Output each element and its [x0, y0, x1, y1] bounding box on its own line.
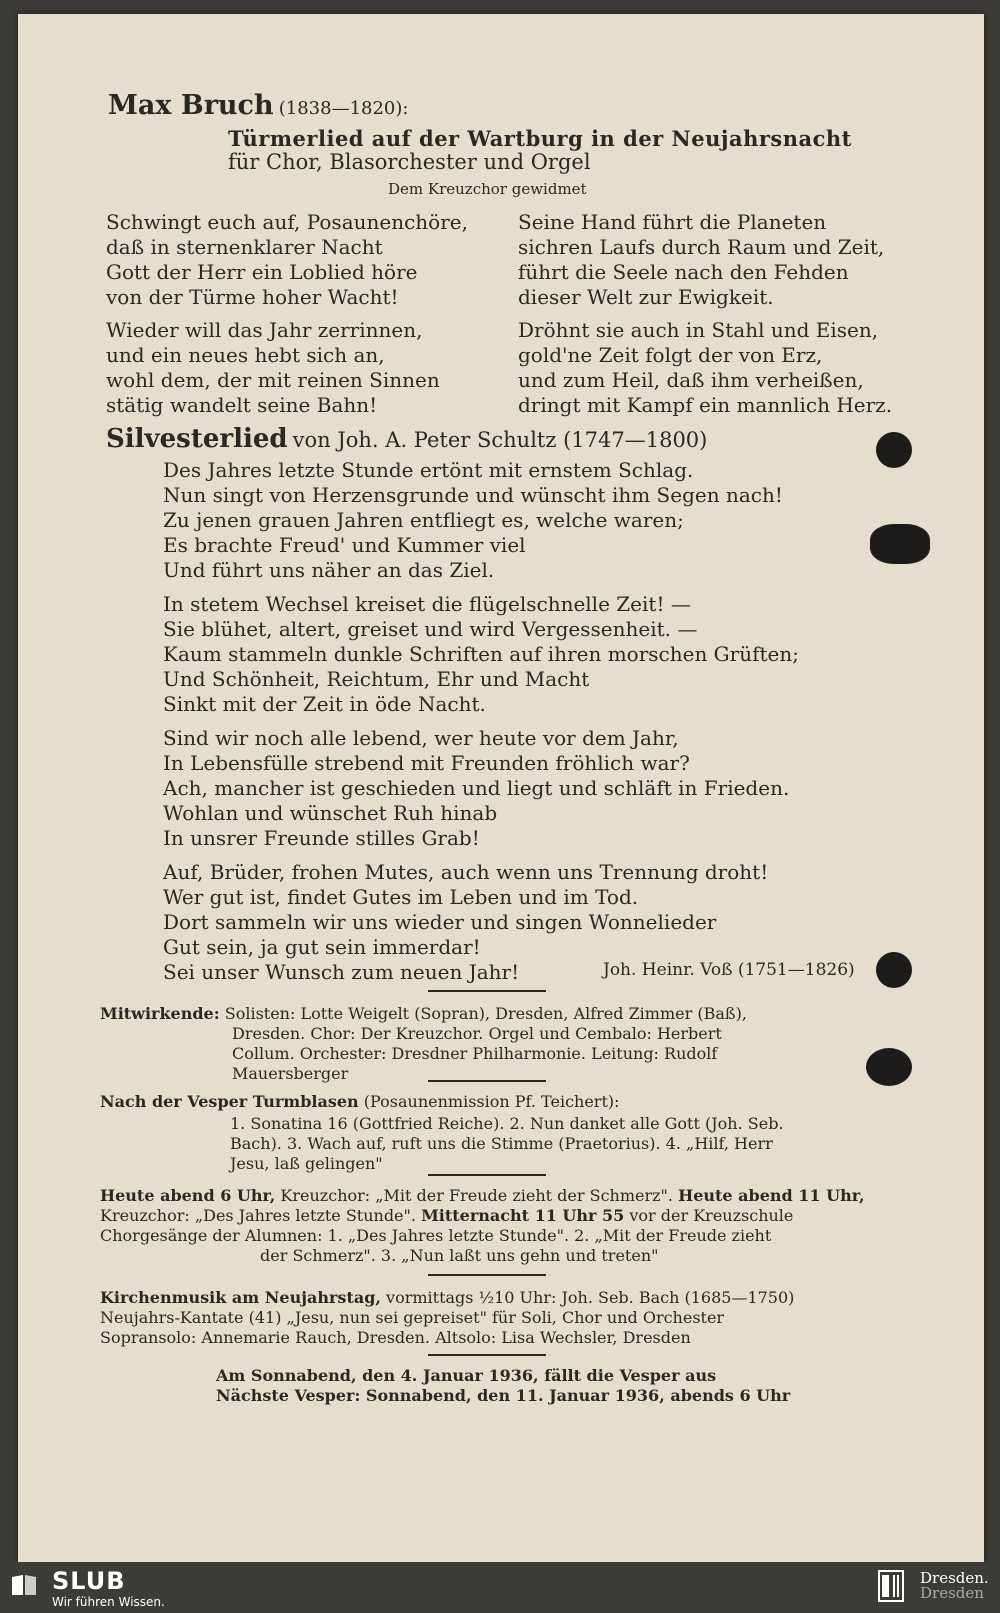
section-line: vormittags ½10 Uhr: Joh. Seb. Bach (1685—1750)	[386, 1288, 795, 1307]
footer-bar	[0, 1562, 1000, 1613]
verse-line: Wer gut ist, findet Gutes im Leben und im Tod.	[163, 885, 639, 909]
program-sheet	[18, 14, 984, 1562]
slub-logo[interactable]: SLUB	[52, 1567, 126, 1595]
section-line: Kreuzchor: „Des Jahres letzte Stunde".	[100, 1206, 416, 1225]
silvester-stanza	[163, 458, 783, 583]
verse-line: Dort sammeln wir uns wieder und singen Wonnelieder	[163, 910, 717, 934]
punch-hole	[876, 952, 912, 988]
verse-line: stätig wandelt seine Bahn!	[106, 393, 378, 417]
verse-line: In stetem Wechsel kreiset die flügelschnelle Zeit! —	[163, 592, 691, 616]
silvester-composer: von Joh. A. Peter Schultz (1747—1800)	[292, 428, 708, 452]
verse-line: Sinkt mit der Zeit in öde Nacht.	[163, 692, 486, 716]
dresden-logo[interactable]	[920, 1571, 989, 1601]
silvester-stanza	[163, 726, 789, 851]
bruch-stanza	[518, 210, 884, 310]
verse-line: Wohlan und wünschet Ruh hinab	[163, 801, 498, 825]
verse-line: Es brachte Freud' und Kummer viel	[163, 533, 526, 557]
section-line: Sopransolo: Annemarie Rauch, Dresden. Altsolo: Lisa Wechsler, Dresden	[100, 1328, 691, 1347]
mitwirkende-section	[100, 1004, 747, 1084]
divider	[428, 1080, 546, 1082]
verse-line: führt die Seele nach den Fehden	[518, 260, 849, 284]
city-name-reflection: Dresden	[920, 1584, 984, 1602]
verse-line: Des Jahres letzte Stunde ertönt mit ernstem Schlag.	[163, 458, 694, 482]
silvester-title: Silvesterlied	[106, 424, 288, 454]
text-author: Joh. Heinr. Voß (1751—1826)	[603, 960, 855, 980]
section-line: Chorgesänge der Alumnen: 1. „Des Jahres letzte Stunde". 2. „Mit der Freude zieht	[100, 1226, 772, 1245]
section-line: Bach). 3. Wach auf, ruft uns die Stimme (Praetorius). 4. „Hilf, Herr	[230, 1134, 773, 1153]
divider	[428, 1174, 546, 1176]
verse-line: Sei unser Wunsch zum neuen Jahr!	[163, 960, 520, 984]
section-line: Mauersberger	[232, 1064, 349, 1083]
section-line: (Posaunenmission Pf. Teichert):	[363, 1092, 620, 1111]
verse-line: wohl dem, der mit reinen Sinnen	[106, 368, 440, 392]
divider	[428, 1274, 546, 1276]
verse-line: gold'ne Zeit folgt der von Erz,	[518, 343, 823, 367]
verse-line: von der Türme hoher Wacht!	[106, 285, 399, 309]
verse-line: Wieder will das Jahr zerrinnen,	[106, 318, 423, 342]
book-icon	[10, 1573, 38, 1597]
section-line: Jesu, laß gelingen"	[230, 1154, 383, 1173]
verse-line: In Lebensfülle strebend mit Freunden fröhlich war?	[163, 751, 690, 775]
event-time: Heute abend 11 Uhr,	[678, 1186, 865, 1205]
section-line: der Schmerz". 3. „Nun laßt uns gehn und treten"	[260, 1246, 659, 1265]
turmblasen-section	[100, 1092, 784, 1174]
verse-line: Gut sein, ja gut sein immerdar!	[163, 935, 481, 959]
notice-line: Am Sonnabend, den 4. Januar 1936, fällt die Vesper aus	[216, 1366, 717, 1385]
verse-line: Auf, Brüder, frohen Mutes, auch wenn uns Trennung droht!	[163, 860, 769, 884]
verse-line: Sie blühet, altert, greiset und wird Vergessenheit. —	[163, 617, 698, 641]
punch-hole	[876, 432, 912, 468]
verse-line: und ein neues hebt sich an,	[106, 343, 385, 367]
verse-line: sichren Laufs durch Raum und Zeit,	[518, 235, 885, 259]
verse-line: dringt mit Kampf ein mannlich Herz.	[518, 393, 893, 417]
verse-line: Zu jenen grauen Jahren entfliegt es, welche waren;	[163, 508, 684, 532]
verse-line: Und führt uns näher an das Ziel.	[163, 558, 495, 582]
verse-line: Sind wir noch alle lebend, wer heute vor dem Jahr,	[163, 726, 679, 750]
bruch-stanza	[518, 318, 892, 418]
section-line: 1. Sonatina 16 (Gottfried Reiche). 2. Nun danket alle Gott (Joh. Seb.	[230, 1114, 784, 1133]
event-time: Heute abend 6 Uhr,	[100, 1186, 276, 1205]
section-line: vor der Kreuzschule	[629, 1206, 794, 1225]
kirchenmusik-section	[100, 1288, 794, 1348]
section-line: Dresden. Chor: Der Kreuzchor. Orgel und Cembalo: Herbert	[232, 1024, 722, 1043]
work-title: Türmerlied auf der Wartburg in der Neujahrsnacht	[228, 126, 852, 151]
verse-line: und zum Heil, daß ihm verheißen,	[518, 368, 864, 392]
divider	[428, 990, 546, 992]
verse-line: dieser Welt zur Ewigkeit.	[518, 285, 774, 309]
notice-line: Nächste Vesper: Sonnabend, den 11. Januar 1936, abends 6 Uhr	[216, 1386, 791, 1405]
notice-section	[216, 1366, 790, 1406]
divider	[428, 1354, 546, 1356]
section-line: Collum. Orchester: Dresdner Philharmonie. Leitung: Rudolf	[232, 1044, 718, 1063]
work-subtitle: für Chor, Blasorchester und Orgel	[228, 150, 591, 174]
verse-line: Gott der Herr ein Loblied höre	[106, 260, 418, 284]
verse-line: Und Schönheit, Reichtum, Ehr und Macht	[163, 667, 590, 691]
dedication: Dem Kreuzchor gewidmet	[388, 180, 587, 198]
silvester-stanza	[163, 592, 799, 717]
city-name: Dresden.	[920, 1569, 989, 1587]
composer-dates: (1838—1820):	[278, 98, 409, 119]
verse-line: Nun singt von Herzensgrunde und wünscht ihm Segen nach!	[163, 483, 783, 507]
verse-line: Dröhnt sie auch in Stahl und Eisen,	[518, 318, 879, 342]
bruch-heading	[108, 90, 408, 121]
heute-section	[100, 1186, 865, 1266]
verse-line: Kaum stammeln dunkle Schriften auf ihren morschen Grüften;	[163, 642, 799, 666]
verse-line: Seine Hand führt die Planeten	[518, 210, 827, 234]
event-time: Mitternacht 11 Uhr 55	[421, 1206, 625, 1225]
bruch-stanza	[106, 318, 440, 418]
punch-hole	[866, 1048, 912, 1086]
verse-line: Schwingt euch auf, Posaunenchöre,	[106, 210, 468, 234]
bruch-stanza	[106, 210, 468, 310]
turmblasen-label: Nach der Vesper Turmblasen	[100, 1092, 359, 1111]
section-line: Solisten: Lotte Weigelt (Sopran), Dresden, Alfred Zimmer (Baß),	[224, 1004, 747, 1023]
kirchenmusik-label: Kirchenmusik am Neujahrstag,	[100, 1288, 381, 1307]
composer-name: Max Bruch	[108, 90, 274, 121]
verse-line: Ach, mancher ist geschieden und liegt und schläft in Frieden.	[163, 776, 790, 800]
mitwirkende-label: Mitwirkende:	[100, 1004, 220, 1023]
verse-line: In unsrer Freunde stilles Grab!	[163, 826, 480, 850]
silvester-heading	[106, 424, 707, 454]
section-line: Neujahrs-Kantate (41) „Jesu, nun sei gepreiset" für Soli, Chor und Orchester	[100, 1308, 725, 1327]
section-line: Kreuzchor: „Mit der Freude zieht der Schmerz".	[280, 1186, 673, 1205]
slub-tagline: Wir führen Wissen.	[52, 1595, 165, 1609]
verse-line: daß in sternenklarer Nacht	[106, 235, 383, 259]
punch-hole	[870, 524, 930, 564]
dresden-crest-icon	[878, 1570, 904, 1604]
